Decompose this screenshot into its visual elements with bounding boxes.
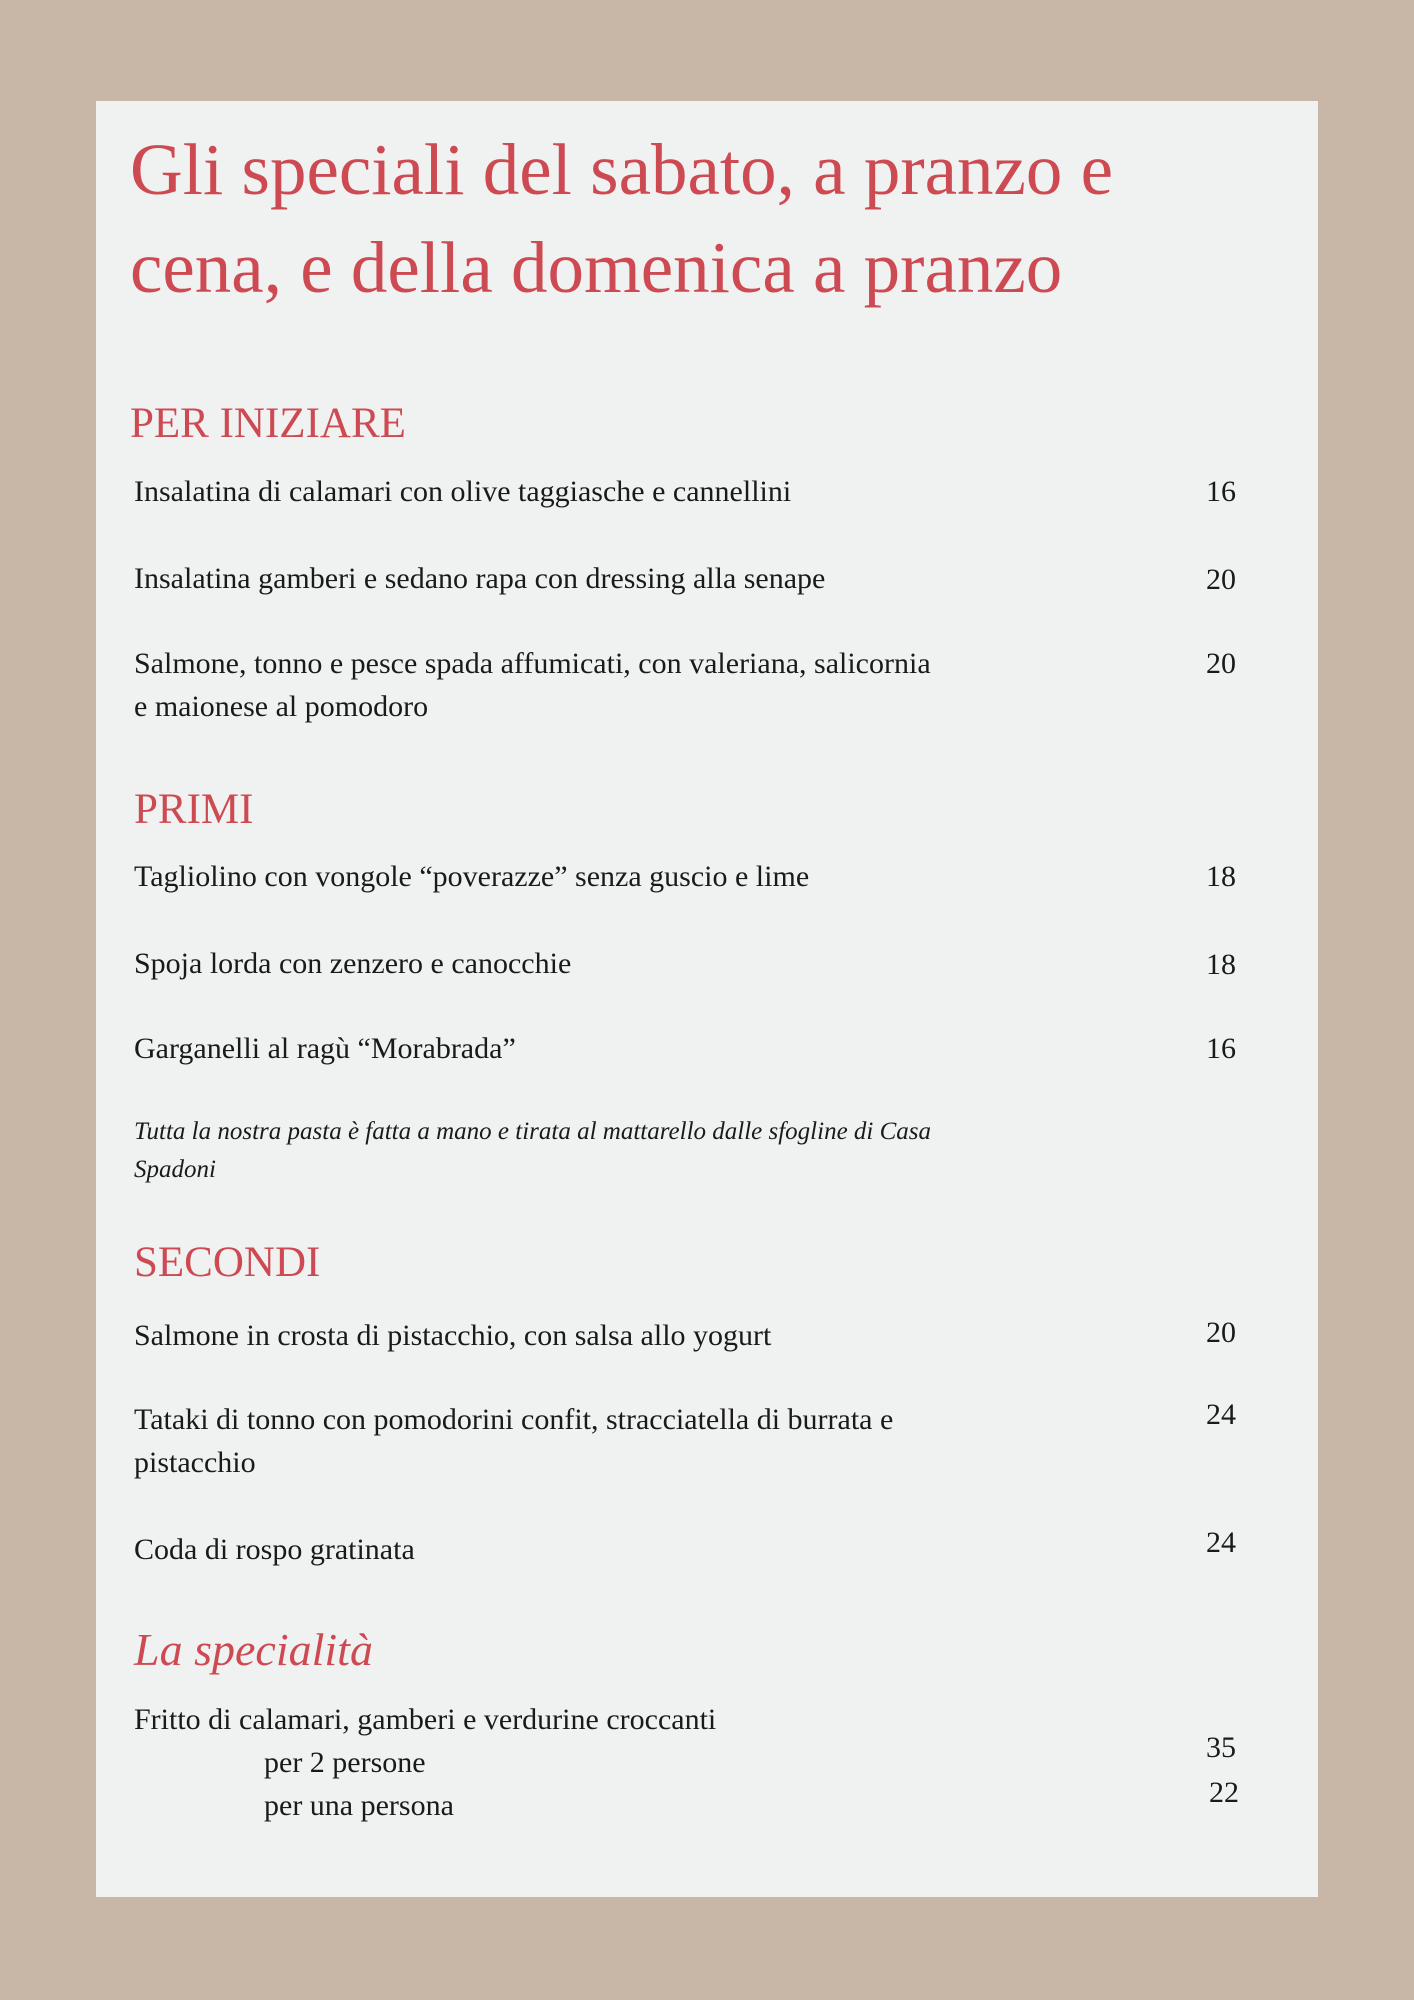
menu-item-price: 16: [1206, 475, 1236, 508]
portion-option-label: per 2 persone: [264, 1746, 426, 1779]
menu-item-name: Insalatina di calamari con olive taggiasche e cannellini: [134, 475, 792, 508]
section-heading-primi: PRIMI: [134, 786, 254, 833]
section-heading-per-iniziare: PER INIZIARE: [130, 400, 406, 447]
menu-item-price: 24: [1206, 1398, 1236, 1431]
menu-item-name: Salmone, tonno e pesce spada affumicati, con valeriana, salicornia e maionese al pomodoro: [134, 647, 931, 723]
section-heading-secondi: SECONDI: [134, 1239, 321, 1286]
menu-card: [96, 101, 1318, 1897]
menu-item-name: Insalatina gamberi e sedano rapa con dressing alla senape: [134, 562, 826, 595]
menu-item-price: 16: [1206, 1032, 1236, 1065]
menu-item-price: 20: [1206, 563, 1236, 596]
menu-title: Gli speciali del sabato, a pranzo e cena, e della domenica a pranzo: [130, 129, 1114, 308]
portion-option-label: per una persona: [264, 1789, 454, 1822]
menu-item-price: 18: [1206, 948, 1236, 981]
menu-item-price: 20: [1206, 1316, 1236, 1349]
portion-option-price: 22: [1209, 1776, 1239, 1809]
menu-item-price: 20: [1206, 647, 1236, 680]
menu-item-name: Salmone in crosta di pistacchio, con salsa allo yogurt: [134, 1319, 772, 1352]
menu-item-name: Fritto di calamari, gamberi e verdurine croccanti: [134, 1703, 717, 1736]
menu-item-price: 18: [1206, 860, 1236, 893]
menu-item-price: 24: [1206, 1526, 1236, 1559]
pasta-note: Tutta la nostra pasta è fatta a mano e tirata al mattarello dalle sfogline di Casa Spadoni: [134, 1118, 932, 1183]
menu-item-name: Tataki di tonno con pomodorini confit, stracciatella di burrata e pistacchio: [134, 1403, 894, 1479]
menu-item-name: Coda di rospo gratinata: [134, 1533, 415, 1566]
menu-item-name: Spoja lorda con zenzero e canocchie: [134, 947, 572, 980]
menu-item-name: Garganelli al ragù “Morabrada”: [134, 1032, 516, 1065]
portion-option-price: 35: [1206, 1731, 1236, 1764]
section-heading-la-specialita: La specialità: [134, 1624, 373, 1675]
menu-item-name: Tagliolino con vongole “poverazze” senza guscio e lime: [134, 860, 810, 893]
